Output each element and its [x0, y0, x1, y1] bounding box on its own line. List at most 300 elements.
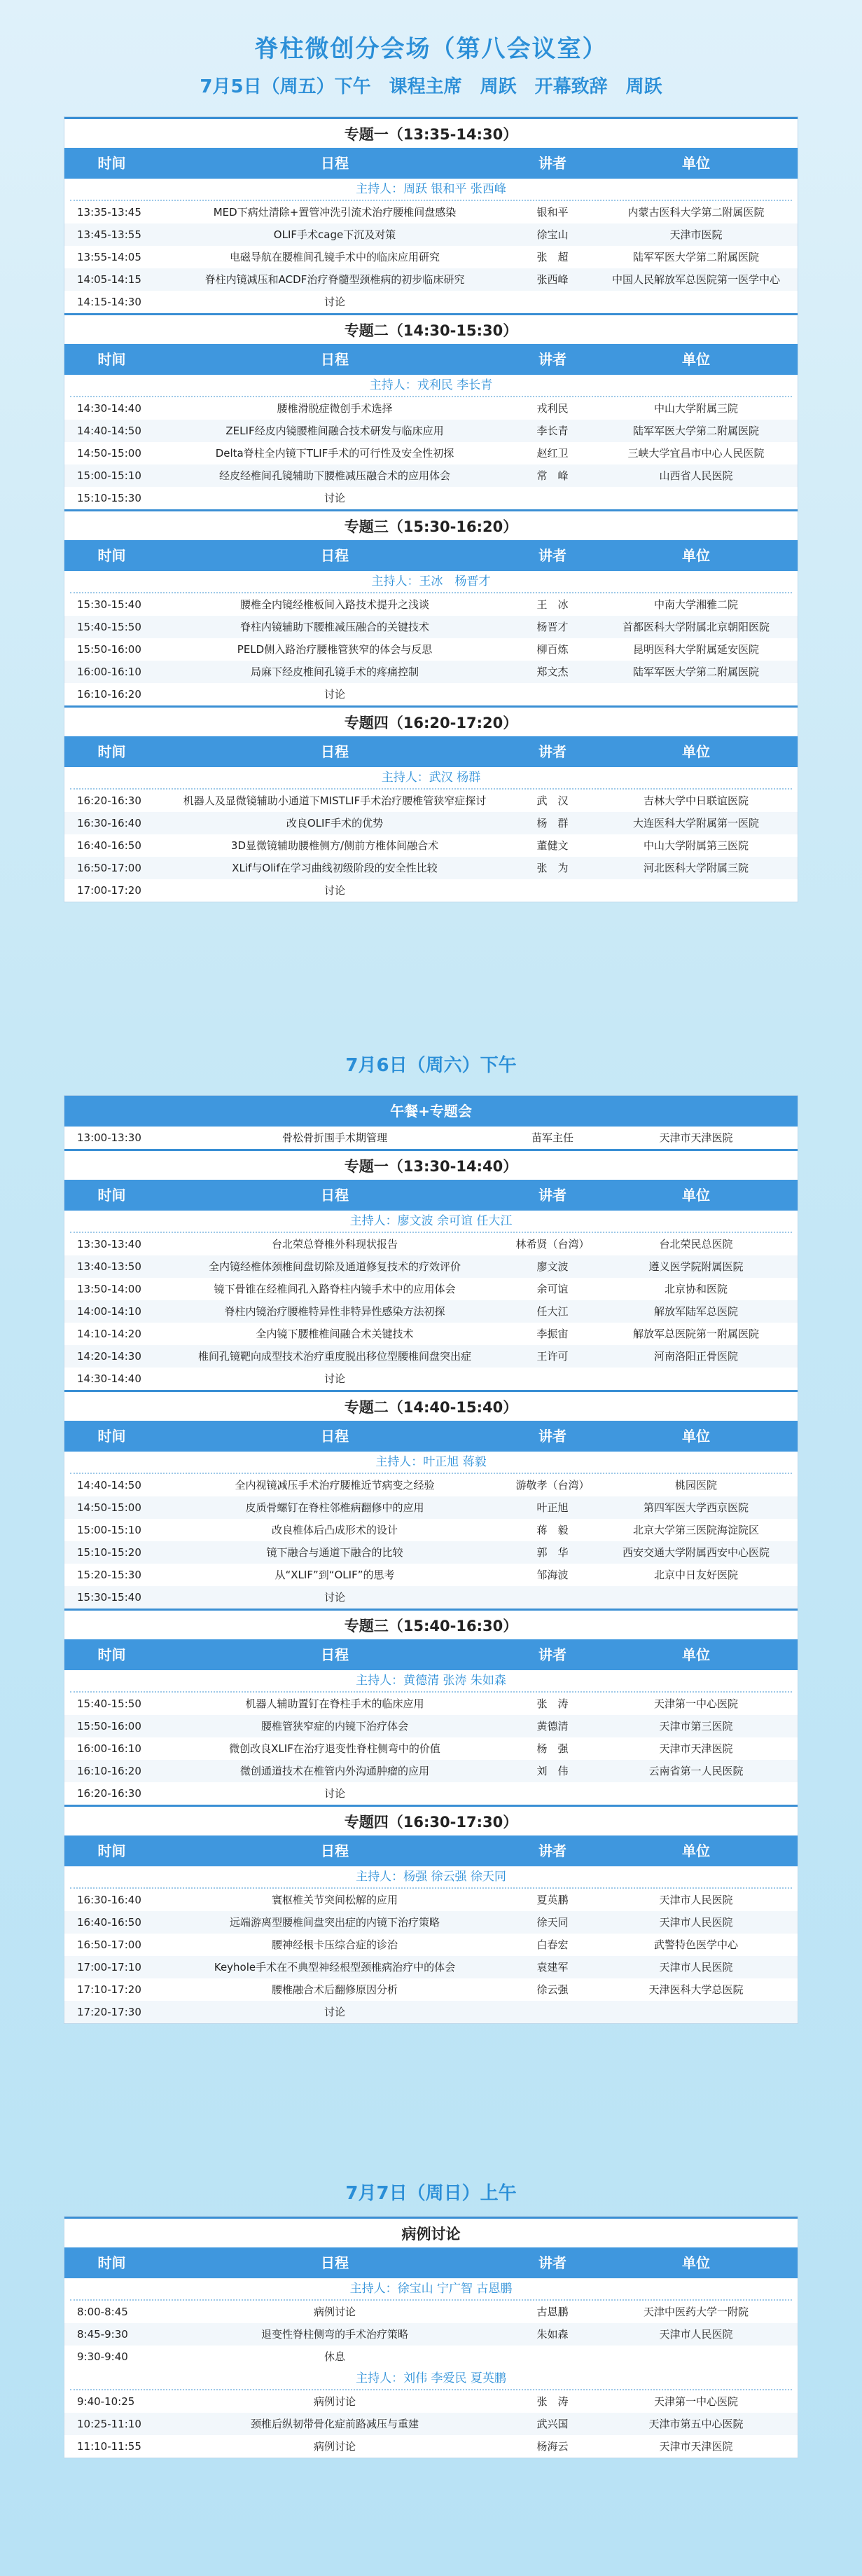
row-time: 17:00-17:10: [77, 1961, 141, 1974]
row-speaker: 徐天同: [536, 1916, 569, 1929]
table-row: [64, 2390, 798, 2413]
table-header: [64, 2247, 798, 2278]
row-speaker: [510, 291, 595, 313]
row-topic: 局麻下经皮椎间孔镜手术的疼痛控制: [250, 666, 419, 678]
row-speaker: 任大江: [536, 1305, 569, 1318]
row-topic: ZELIF经皮内镜腰椎间融合技术研发与临床应用: [225, 425, 444, 437]
table-row: [64, 1496, 798, 1519]
table-row: [64, 812, 798, 834]
row-topic: 全内视镜减压手术治疗腰椎近节病变之经验: [235, 1479, 435, 1492]
table-row: [64, 1782, 798, 1805]
lunch-block: [64, 1096, 798, 1149]
row-speaker: 杨海云: [536, 2440, 569, 2453]
day2-heading: 7月6日（周六）下午: [345, 1055, 517, 1076]
row-speaker: 杨晋才: [536, 621, 569, 633]
header-time: 时间: [97, 351, 126, 368]
session-block: [64, 117, 798, 313]
row-topic: 讨论: [324, 492, 345, 504]
row-speaker: 王 冰: [536, 598, 569, 611]
row-topic: MED下病灶清除+置管冲洗引流术治疗腰椎间盘感染: [213, 206, 457, 219]
header-unit: 单位: [682, 743, 710, 760]
table-row: [64, 442, 798, 464]
row-topic: 改良椎体后凸成形术的设计: [271, 1524, 398, 1536]
row-speaker: 刘 伟: [536, 1765, 569, 1777]
header-topic: 日程: [321, 1187, 349, 1204]
row-time: 14:05-14:15: [77, 273, 141, 286]
row-topic: 椎间孔镜靶向成型技术治疗重度脱出移位型腰椎间盘突出症: [197, 1350, 471, 1363]
session-title: 专题二（14:40-15:40）: [64, 1390, 798, 1421]
row-time: 14:40-14:50: [77, 425, 141, 437]
row-unit: 天津市天津医院: [659, 2440, 733, 2453]
row-unit: 云南省第一人民医院: [648, 1765, 744, 1777]
session-title: 专题四（16:30-17:30）: [64, 1805, 798, 1835]
row-time: 10:25-11:10: [77, 2418, 141, 2430]
header-topic: 日程: [321, 155, 349, 172]
row-time: 16:50-17:00: [77, 1938, 141, 1951]
row-speaker: 廖文波: [536, 1260, 569, 1273]
row-speaker: 余可谊: [536, 1283, 569, 1295]
row-topic: 电磁导航在腰椎间孔镜手术中的临床应用研究: [229, 251, 440, 263]
row-unit: 解放军总医院第一附属医院: [632, 1328, 759, 1340]
row-speaker: 杨 群: [536, 817, 569, 829]
table-row: [64, 2435, 798, 2458]
row-unit: 北京大学第三医院海淀院区: [632, 1524, 759, 1536]
table-row: [64, 223, 798, 246]
row-unit: [595, 2346, 798, 2368]
row-speaker: 赵红卫: [536, 447, 569, 460]
row-speaker: 李长青: [536, 425, 569, 437]
row-topic: 骨松骨折围手术期管理: [281, 1131, 387, 1144]
row-time: 14:30-14:40: [77, 402, 141, 415]
table-header: [64, 540, 798, 571]
row-unit: [595, 291, 798, 313]
row-topic: 机器人及显微镜辅助小通道下MISTLIF手术治疗腰椎管狭窄症探讨: [183, 794, 487, 807]
row-unit: 桃园医院: [674, 1479, 717, 1492]
table-header: [64, 148, 798, 179]
header-topic: 日程: [321, 547, 349, 564]
row-time: 14:10-14:20: [77, 1328, 141, 1340]
table-row: [64, 291, 798, 313]
row-topic: 微创通道技术在椎管内外沟通肿瘤的应用: [239, 1765, 429, 1777]
header-speaker: 讲者: [538, 743, 566, 760]
row-topic: 腰神经根卡压综合症的诊治: [271, 1938, 398, 1951]
row-speaker: 蒋 毅: [536, 1524, 569, 1536]
row-topic: 病例讨论: [313, 2306, 356, 2318]
row-unit: 中山大学附属三院: [653, 402, 738, 415]
header-unit: 单位: [682, 155, 710, 172]
session-block: [64, 313, 798, 509]
table-row: [64, 616, 798, 638]
row-unit: 山西省人民医院: [659, 469, 733, 482]
row-time: 16:30-16:40: [77, 817, 141, 829]
row-unit: 首都医科大学附属北京朝阳医院: [622, 621, 770, 633]
session-title: 专题三（15:30-16:20）: [64, 509, 798, 540]
row-topic: 讨论: [324, 1372, 345, 1385]
header-time: 时间: [97, 1843, 126, 1859]
row-speaker: 王许可: [536, 1350, 569, 1363]
row-time: 16:00-16:10: [77, 1742, 141, 1755]
row-speaker: 林希贤（台湾）: [515, 1238, 590, 1251]
row-topic: 镜下融合与通道下融合的比较: [266, 1546, 403, 1559]
row-time: 17:10-17:20: [77, 1983, 141, 1996]
day1-schedule-card: [64, 116, 798, 902]
header-time: 时间: [97, 1428, 126, 1445]
row-time: 14:50-15:00: [77, 447, 141, 460]
row-topic: 微创改良XLIF在治疗退变性脊柱侧弯中的价值: [229, 1742, 440, 1755]
group-host: 主持人：徐宝山 宁广智 古恩鹏: [70, 2278, 792, 2301]
table-row: [64, 593, 798, 616]
table-row: [64, 1323, 798, 1345]
row-unit: [595, 879, 798, 902]
table-row: [64, 464, 798, 487]
row-time: 13:45-13:55: [77, 228, 141, 241]
header-time: 时间: [97, 2254, 126, 2271]
table-row: [64, 834, 798, 857]
header-speaker: 讲者: [538, 1187, 566, 1204]
header-speaker: 讲者: [538, 547, 566, 564]
row-unit: 三峡大学宜昌市中心人民医院: [627, 447, 765, 460]
row-time: 15:00-15:10: [77, 469, 141, 482]
session-host: 主持人：叶正旭 蒋毅: [70, 1452, 792, 1474]
row-speaker: [510, 2346, 595, 2368]
table-row: [64, 487, 798, 509]
table-row: [64, 246, 798, 268]
row-unit: 西安交通大学附属西安中心医院: [622, 1546, 770, 1559]
table-header: [64, 1180, 798, 1211]
table-header: [64, 1835, 798, 1866]
header-unit: 单位: [682, 1187, 710, 1204]
group-host: 主持人：刘伟 李爱民 夏英鹏: [70, 2368, 792, 2390]
row-topic: 退变性脊柱侧弯的手术治疗策略: [260, 2328, 408, 2341]
row-topic: 3D显微镜辅助腰椎侧方/侧前方椎体间融合术: [230, 839, 439, 852]
table-row: [64, 1278, 798, 1300]
header-speaker: 讲者: [538, 1428, 566, 1445]
row-speaker: 李振宙: [536, 1328, 569, 1340]
row-topic: 病例讨论: [313, 2395, 356, 2408]
row-topic: 腰椎全内镜经椎板间入路技术提升之浅谈: [239, 598, 429, 611]
row-topic: XLif与Olif在学习曲线初级阶段的安全性比较: [232, 862, 438, 874]
row-speaker: 郭 华: [536, 1546, 569, 1559]
header-unit: 单位: [682, 1428, 710, 1445]
row-time: 13:00-13:30: [77, 1131, 141, 1144]
table-row: [64, 2301, 798, 2323]
session-block: [64, 1805, 798, 2023]
row-speaker: 武 汉: [536, 794, 569, 807]
row-time: 16:40-16:50: [77, 1916, 141, 1929]
row-unit: [595, 1782, 798, 1805]
row-topic: 讨论: [324, 2006, 345, 2018]
session-block: [64, 509, 798, 705]
case-discussion-title: 病例讨论: [64, 2217, 798, 2247]
row-topic: 讨论: [324, 1787, 345, 1800]
row-topic: OLIF手术cage下沉及对策: [273, 228, 396, 241]
row-speaker: [510, 683, 595, 705]
row-unit: 天津第一中心医院: [653, 1697, 738, 1710]
row-speaker: 徐云强: [536, 1983, 569, 1996]
row-unit: 天津市人民医院: [659, 1894, 733, 1906]
row-unit: 第四军医大学西京医院: [643, 1501, 749, 1514]
row-time: 17:20-17:30: [77, 2006, 141, 2018]
row-speaker: 黄德清: [536, 1720, 569, 1733]
session-title: 专题一（13:30-14:40）: [64, 1149, 798, 1180]
header-unit: 单位: [682, 1646, 710, 1663]
session-title: 专题四（16:20-17:20）: [64, 705, 798, 736]
header-time: 时间: [97, 1187, 126, 1204]
page-subtitle: 7月5日（周五）下午 课程主席 周跃 开幕致辞 周跃: [200, 76, 662, 97]
day2-schedule-card: [64, 1095, 798, 2024]
row-topic: PELD侧入路治疗腰椎管狭窄的体会与反思: [237, 643, 433, 656]
row-speaker: 白春宏: [536, 1938, 569, 1951]
row-time: 13:50-14:00: [77, 1283, 141, 1295]
row-time: 15:10-15:20: [77, 1546, 141, 1559]
row-unit: [595, 683, 798, 705]
row-topic: 脊柱内镜辅助下腰椎减压融合的关键技术: [239, 621, 429, 633]
row-time: 14:40-14:50: [77, 1479, 141, 1492]
row-speaker: 张 超: [536, 251, 569, 263]
row-topic: 从“XLIF”到“OLIF”的思考: [274, 1569, 395, 1581]
row-speaker: [510, 879, 595, 902]
session-rows: [64, 1889, 798, 2023]
row-unit: 北京协和医院: [664, 1283, 728, 1295]
table-row: [64, 1541, 798, 1564]
header-topic: 日程: [321, 1428, 349, 1445]
row-speaker: 邹海波: [536, 1569, 569, 1581]
row-speaker: 袁建军: [536, 1961, 569, 1974]
row-topic: 经皮经椎间孔镜辅助下腰椎减压融合术的应用体会: [218, 469, 450, 482]
table-row: [64, 2323, 798, 2346]
row-unit: 天津市人民医院: [659, 2328, 733, 2341]
table-row: [64, 1368, 798, 1390]
row-topic: 改良OLIF手术的优势: [286, 817, 384, 829]
table-row: [64, 2001, 798, 2023]
table-row: [64, 1233, 798, 1255]
table-row: [64, 1889, 798, 1911]
row-time: 14:20-14:30: [77, 1350, 141, 1363]
table-row: [64, 1255, 798, 1278]
row-topic: 远端游离型腰椎间盘突出症的内镜下治疗策略: [229, 1916, 440, 1929]
row-topic: 皮质骨螺钉在脊柱邻椎病翻修中的应用: [245, 1501, 424, 1514]
table-header: [64, 344, 798, 375]
row-unit: 天津市天津医院: [659, 1742, 733, 1755]
row-unit: 天津市人民医院: [659, 1916, 733, 1929]
session-host: 主持人：王冰 杨晋才: [70, 571, 792, 593]
row-time: 16:10-16:20: [77, 1765, 141, 1777]
table-row: [64, 268, 798, 291]
row-time: 13:55-14:05: [77, 251, 141, 263]
header-topic: 日程: [321, 1646, 349, 1663]
row-speaker: 张 为: [536, 862, 569, 874]
row-unit: 中南大学湘雅二院: [653, 598, 738, 611]
row-topic: Keyhole手术在不典型神经根型颈椎病治疗中的体会: [214, 1961, 456, 1974]
row-time: 16:20-16:30: [77, 794, 141, 807]
row-time: 15:40-15:50: [77, 621, 141, 633]
row-unit: 天津市第五中心医院: [648, 2418, 744, 2430]
header-topic: 日程: [321, 2254, 349, 2271]
row-speaker: 叶正旭: [536, 1501, 569, 1514]
row-topic: 腰椎滑脱症微创手术选择: [277, 402, 393, 415]
row-topic: 机器人辅助置钉在脊柱手术的临床应用: [245, 1697, 424, 1710]
row-time: 8:00-8:45: [77, 2306, 128, 2318]
table-row: [64, 1737, 798, 1760]
table-row: [64, 1300, 798, 1323]
row-topic: 脊柱内镜减压和ACDF治疗脊髓型颈椎病的初步临床研究: [204, 273, 465, 286]
session-rows: [64, 201, 798, 313]
row-topic: Delta脊柱全内镜下TLIF手术的可行性及安全性初探: [215, 447, 454, 460]
header-unit: 单位: [682, 2254, 710, 2271]
row-time: 9:40-10:25: [77, 2395, 135, 2408]
row-time: 16:30-16:40: [77, 1894, 141, 1906]
row-time: 9:30-9:40: [77, 2350, 128, 2363]
lunch-rows: [64, 1127, 798, 1149]
lunch-title: 午餐+专题会: [64, 1096, 798, 1127]
row-time: 14:15-14:30: [77, 296, 141, 308]
session-host: 主持人：戎利民 李长青: [70, 375, 792, 397]
row-unit: [595, 1368, 798, 1390]
row-time: 15:20-15:30: [77, 1569, 141, 1581]
row-topic: 讨论: [324, 884, 345, 897]
session-title: 专题一（13:35-14:30）: [64, 117, 798, 148]
row-speaker: 杨 强: [536, 1742, 569, 1755]
table-row: [64, 638, 798, 661]
session-rows: [64, 1474, 798, 1609]
row-topic: 讨论: [324, 296, 345, 308]
row-topic: 镜下骨锥在经椎间孔入路脊柱内镜手术中的应用体会: [214, 1283, 456, 1295]
table-row: [64, 1911, 798, 1934]
session-title: 专题二（14:30-15:30）: [64, 313, 798, 344]
table-row: [64, 1760, 798, 1782]
header-time: 时间: [97, 743, 126, 760]
row-speaker: 张 涛: [536, 1697, 569, 1710]
row-topic: 讨论: [324, 688, 345, 701]
header-speaker: 讲者: [538, 2254, 566, 2271]
page-title: 脊柱微创分会场（第八会议室）: [254, 35, 608, 63]
row-speaker: 戎利民: [536, 402, 569, 415]
session-title: 专题三（15:40-16:30）: [64, 1609, 798, 1639]
header-speaker: 讲者: [538, 1646, 566, 1663]
session-host: 主持人：周跃 银和平 张西峰: [70, 179, 792, 201]
table-row: [64, 1586, 798, 1609]
row-time: 14:30-14:40: [77, 1372, 141, 1385]
row-topic: 颈椎后纵韧带骨化症前路减压与重建: [250, 2418, 419, 2430]
header-topic: 日程: [321, 351, 349, 368]
table-row: [64, 397, 798, 420]
row-time: 15:00-15:10: [77, 1524, 141, 1536]
row-time: 16:50-17:00: [77, 862, 141, 874]
table-row: [64, 1127, 798, 1149]
row-unit: 天津市天津医院: [659, 1131, 733, 1144]
row-topic: 寰枢椎关节突间松解的应用: [271, 1894, 398, 1906]
row-time: 8:45-9:30: [77, 2328, 128, 2341]
row-speaker: [510, 2001, 595, 2023]
session-rows: [64, 1693, 798, 1805]
header-time: 时间: [97, 155, 126, 172]
session-host: 主持人：黄德清 张涛 朱如森: [70, 1670, 792, 1693]
header-speaker: 讲者: [538, 155, 566, 172]
session-rows: [64, 593, 798, 705]
table-row: [64, 2413, 798, 2435]
row-topic: 腰椎融合术后翻修原因分析: [271, 1983, 398, 1996]
row-time: 16:20-16:30: [77, 1787, 141, 1800]
table-row: [64, 1564, 798, 1586]
session-rows: [64, 790, 798, 902]
row-unit: 中国人民解放军总医院第一医学中心: [611, 273, 780, 286]
row-unit: 天津第一中心医院: [653, 2395, 738, 2408]
header-speaker: 讲者: [538, 351, 566, 368]
row-speaker: 银和平: [536, 206, 569, 219]
table-row: [64, 683, 798, 705]
row-unit: 遵义医学院附属医院: [648, 1260, 744, 1273]
group-rows: [64, 2390, 798, 2458]
row-topic: 病例讨论: [313, 2440, 356, 2453]
session-block: [64, 1390, 798, 1609]
table-header: [64, 736, 798, 767]
row-unit: 解放军陆军总医院: [653, 1305, 738, 1318]
row-time: 14:00-14:10: [77, 1305, 141, 1318]
row-unit: [595, 1586, 798, 1609]
header-time: 时间: [97, 547, 126, 564]
row-speaker: 游敬孝（台湾）: [515, 1479, 590, 1492]
row-time: 13:35-13:45: [77, 206, 141, 219]
header-unit: 单位: [682, 351, 710, 368]
session-rows: [64, 1233, 798, 1390]
row-unit: 昆明医科大学附属延安医院: [632, 643, 759, 656]
row-unit: 陆军军医大学第二附属医院: [632, 425, 759, 437]
row-time: 13:30-13:40: [77, 1238, 141, 1251]
row-time: 15:40-15:50: [77, 1697, 141, 1710]
day3-heading: 7月7日（周日）上午: [345, 2183, 517, 2204]
table-row: [64, 661, 798, 683]
table-row: [64, 1934, 798, 1956]
row-unit: 吉林大学中日联谊医院: [643, 794, 749, 807]
row-time: 11:10-11:55: [77, 2440, 141, 2453]
session-block: [64, 1149, 798, 1390]
row-speaker: 夏英鹏: [536, 1894, 569, 1906]
session-block: [64, 705, 798, 902]
table-row: [64, 1978, 798, 2001]
table-row: [64, 1519, 798, 1541]
table-header: [64, 1421, 798, 1452]
table-row: [64, 790, 798, 812]
row-topic: 全内镜经椎体颈椎间盘切除及通道修复技术的疗效评价: [208, 1260, 461, 1273]
row-time: 16:40-16:50: [77, 839, 141, 852]
table-row: [64, 1474, 798, 1496]
table-row: [64, 1715, 798, 1737]
row-unit: 陆军军医大学第二附属医院: [632, 251, 759, 263]
row-speaker: 徐宝山: [536, 228, 569, 241]
row-time: 13:40-13:50: [77, 1260, 141, 1273]
row-unit: 武警特色医学中心: [653, 1938, 738, 1951]
row-topic: 台北荣总脊椎外科现状报告: [271, 1238, 398, 1251]
header-speaker: 讲者: [538, 1843, 566, 1859]
row-speaker: [510, 1368, 595, 1390]
row-unit: 内蒙古医科大学第二附属医院: [627, 206, 765, 219]
row-time: 14:50-15:00: [77, 1501, 141, 1514]
row-time: 15:30-15:40: [77, 1591, 141, 1604]
day3-schedule-card: [64, 2216, 798, 2458]
row-speaker: 苗军主任: [531, 1131, 573, 1144]
row-speaker: 张西峰: [536, 273, 569, 286]
row-speaker: 武兴国: [536, 2418, 569, 2430]
row-unit: 河北医科大学附属三院: [643, 862, 749, 874]
row-topic: 休息: [324, 2350, 345, 2363]
table-row: [64, 2346, 798, 2368]
row-time: 15:10-15:30: [77, 492, 141, 504]
row-topic: 脊柱内镜治疗腰椎特异性非特异性感染方法初探: [224, 1305, 445, 1318]
table-row: [64, 1693, 798, 1715]
row-unit: [595, 2001, 798, 2023]
row-speaker: 常 峰: [536, 469, 569, 482]
row-unit: 天津中医药大学一附院: [643, 2306, 749, 2318]
